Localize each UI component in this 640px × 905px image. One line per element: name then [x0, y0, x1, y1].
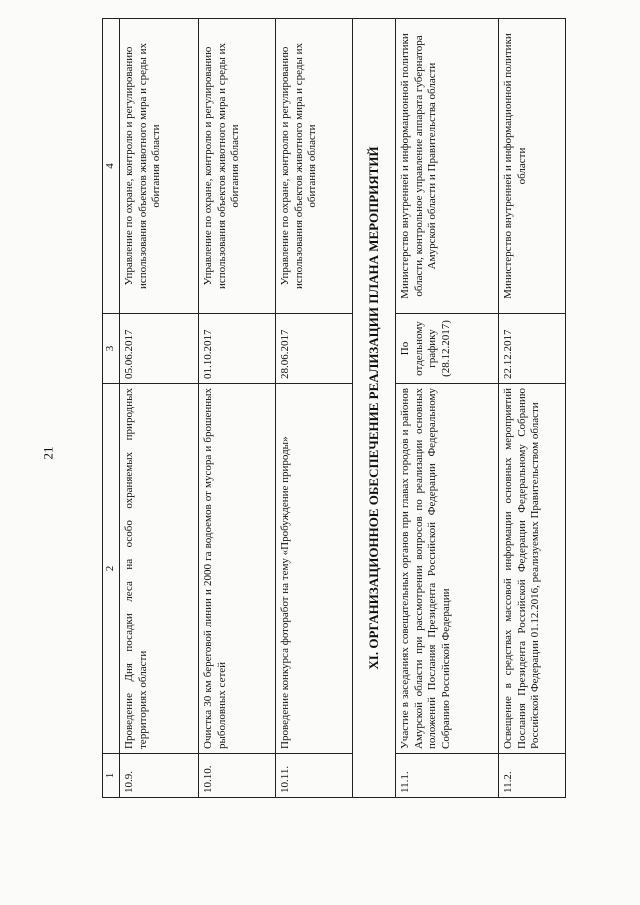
row-description: Проведение конкурса фоторабот на тему «Пробуждение природы»: [275, 384, 352, 754]
row-responsible: Управление по охране, контролю и регулированию использования объектов животного мира и среды их обитания области: [275, 19, 352, 314]
table-row: [275, 19, 352, 798]
row-date: 05.06.2017: [119, 314, 198, 384]
table-row: [395, 19, 498, 798]
row-description: Очистка 30 км береговой линии и 2000 га водоемов от мусора и брошенных рыболовных сетей: [198, 384, 275, 754]
column-header: 2: [103, 384, 120, 754]
column-header: 4: [103, 19, 120, 314]
row-number: 11.2.: [498, 754, 565, 798]
row-responsible: Министерство внутренней и информационной политики области: [498, 19, 565, 314]
row-responsible: Управление по охране, контролю и регулированию использования объектов животного мира и среды их обитания области: [198, 19, 275, 314]
row-date: 01.10.2017: [198, 314, 275, 384]
table-header-row: [103, 19, 120, 798]
row-responsible: Управление по охране, контролю и регулированию использования объектов животного мира и среды их обитания области: [119, 19, 198, 314]
table-row: [119, 19, 198, 798]
row-number: 10.10.: [198, 754, 275, 798]
row-date: 28.06.2017: [275, 314, 352, 384]
column-header: 3: [103, 314, 120, 384]
row-description: Освещение в средствах массовой информации основных мероприятий Послания Президента Российской Федерации Федеральному Собранию Российской Федерации 01.12.2016, реализуемых Правительством области: [498, 384, 565, 754]
row-responsible: Министерство внутренней и информационной политики области, контрольное управление аппарата губернатора Амурской области и Правительства области: [395, 19, 498, 314]
table-row: [498, 19, 565, 798]
page-number: 21: [40, 446, 56, 460]
plan-table: [102, 18, 566, 798]
row-description: Проведение Дня посадки леса на особо охраняемых природных территориях области: [119, 384, 198, 754]
row-number: 10.9.: [119, 754, 198, 798]
table-row: [198, 19, 275, 798]
plan-table-sheet: [102, 18, 627, 798]
row-description: Участие в заседаниях совещательных органов при главах городов и районов Амурской области при рассмотрении вопросов по реализации основных положений Послания Президента Российской Федерации Федеральному Собранию Российской Федерации: [395, 384, 498, 754]
section-title: XI. ОРГАНИЗАЦИОННОЕ ОБЕСПЕЧЕНИЕ РЕАЛИЗАЦИИ ПЛАНА МЕРОПРИЯТИЙ: [352, 19, 395, 798]
column-header: 1: [103, 754, 120, 798]
row-number: 11.1.: [395, 754, 498, 798]
section-row: [352, 19, 395, 798]
row-date: По отдельному графику (28.12.2017): [395, 314, 498, 384]
row-number: 10.11.: [275, 754, 352, 798]
row-date: 22.12.2017: [498, 314, 565, 384]
